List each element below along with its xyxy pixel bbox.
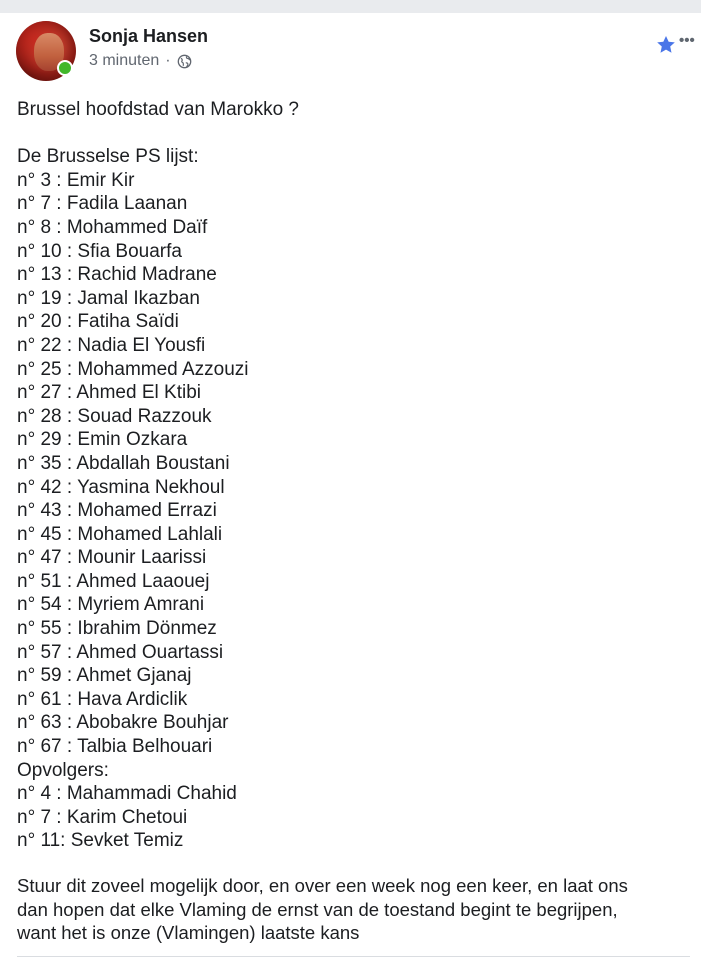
post-headline: Brussel hoofdstad van Marokko ? [17,99,299,120]
list-item: n° 8 : Mohammed Daïf [17,216,208,238]
list-item: n° 25 : Mohammed Azzouzi [17,358,249,380]
substitutes-title: Opvolgers: [17,759,109,781]
list-item: n° 3 : Emir Kir [17,169,135,191]
list-item: n° 29 : Emin Ozkara [17,429,188,451]
closing-line: Stuur dit zoveel mogelijk door, en over een week nog een keer, en laat ons [17,875,628,896]
list-item: n° 10 : Sfia Bouarfa [17,240,182,262]
online-status-dot [57,60,73,76]
blank-line [17,122,697,146]
list-item: n° 51 : Ahmed Laaouej [17,570,210,592]
list-item: n° 19 : Jamal Ikazban [17,287,200,309]
closing-line: want het is onze (Vlamingen) laatste kans [17,922,360,943]
list-item: n° 55 : Ibrahim Dönmez [17,618,217,640]
list-item: n° 63 : Abobakre Bouhjar [17,712,229,734]
list-item: n° 42 : Yasmina Nekhoul [17,476,225,498]
top-strip [0,0,701,13]
list-item: n° 57 : Ahmed Ouartassi [17,641,224,663]
list-item: n° 67 : Talbia Belhouari [17,736,213,758]
post-body [17,98,697,853]
list-item: n° 61 : Hava Ardiclik [17,688,188,710]
substitute-item: n° 4 : Mahammadi Chahid [17,783,237,805]
globe-icon[interactable] [177,54,192,69]
list-item: n° 59 : Ahmet Gjanaj [17,665,192,687]
list-item: n° 13 : Rachid Madrane [17,264,217,286]
closing-paragraph [17,874,697,945]
list-item: n° 28 : Souad Razzouk [17,405,212,427]
list-item: n° 54 : Myriem Amrani [17,594,205,616]
substitute-item: n° 11: Sevket Temiz [17,830,184,852]
list-item: n° 7 : Fadila Laanan [17,193,188,215]
meta-separator: · [165,52,171,69]
star-icon[interactable] [655,34,677,56]
post-meta [89,52,192,70]
substitute-item: n° 7 : Karim Chetoui [17,806,188,828]
list-title: De Brusselse PS lijst: [17,146,199,168]
divider [17,956,690,957]
list-item: n° 27 : Ahmed El Ktibi [17,382,201,404]
more-options-icon[interactable]: ••• [679,32,695,49]
closing-line: dan hopen dat elke Vlaming de ernst van de toestand begint te begrijpen, [17,898,618,920]
author-name[interactable]: Sonja Hansen [89,26,209,46]
list-item: n° 43 : Mohamed Errazi [17,500,217,522]
list-item: n° 20 : Fatiha Saïdi [17,311,179,333]
list-item: n° 22 : Nadia El Yousfi [17,334,206,356]
list-item: n° 35 : Abdallah Boustani [17,452,230,474]
list-item: n° 47 : Mounir Laarissi [17,547,207,569]
post-timestamp[interactable]: 3 minuten [89,52,160,69]
list-item: n° 45 : Mohamed Lahlali [17,523,223,545]
